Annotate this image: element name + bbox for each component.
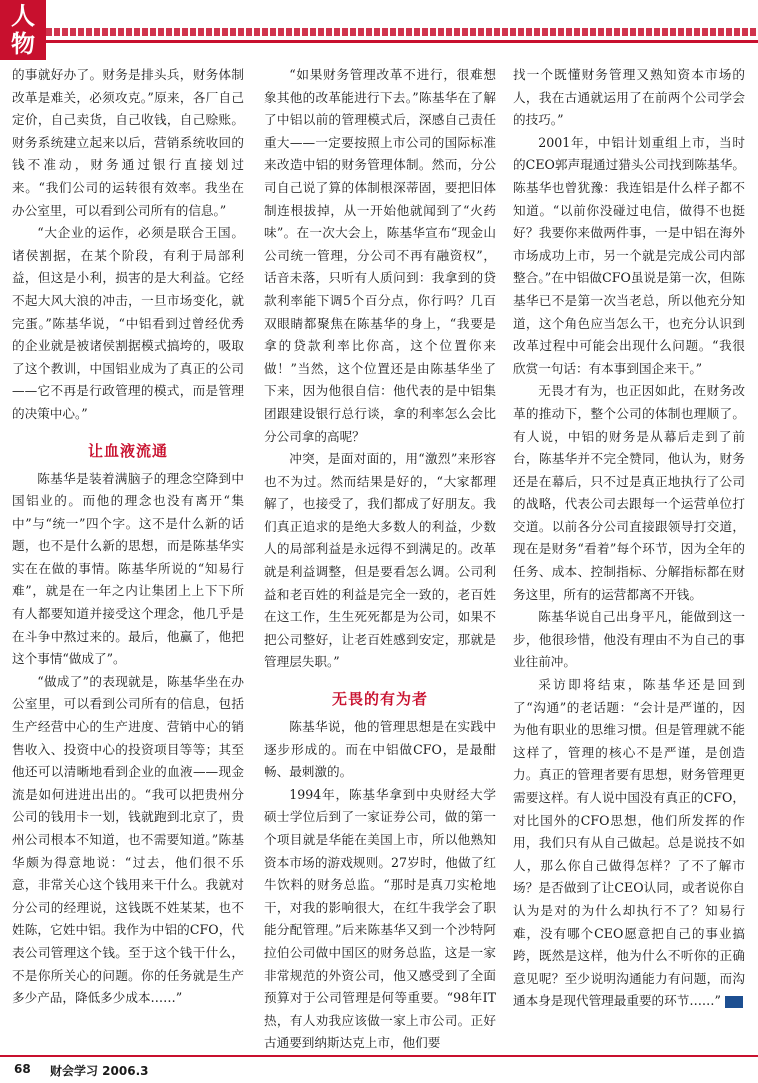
paragraph: “如果财务管理改革不进行，很难想象其他的改革能进行下去。”陈基华在了解了中铝以前的管理模式后，深感自己责任重大——一定要按照上市公司的国际标准来改造中铝的财务管理体制。然而，分公司自己说了算的体制根深蒂固，要把旧体制连根拔掉，从一开始他就闻到了“火药味”。在一次大会上，陈基华宣布“现金山公司统一管理，分公司不再有融资权”，话音未落，只听有人质问到：我拿到的贷款利率能下调5个百分点，你行吗？几百双眼睛都聚焦在陈基华的身上，“我要是拿的贷款利率比你高，这个位置你来做！”当然，这个位置还是由陈基华坐了下来，因为他很自信：他代表的是中铝集团跟建设银行总行谈，拿的利率怎么会比分公司拿的高呢？	[264, 67, 496, 444]
paragraph	[513, 674, 745, 1013]
paragraph: 2001年，中铝计划重组上市，当时的CEO郭声琨通过猎头公司找到陈基华。陈基华也曾犹豫：我连铝是什么样子都不知道。“以前你没碰过电信，做得不也挺好？我要你来做两件事，一是中铝在海外市场成功上市，另一个就是完成公司内部整合。”在中铝做CFO虽说是第一次，但陈基华已不是第一次当老总，所以他充分知道，这个角色应当怎么干，也充分认识到改革过程中可能会出现什么问题。“我很欣赏一句话：有本事到国企来干。”	[513, 134, 745, 376]
paragraph: 陈基华说自己出身平凡，能做到这一步，他很珍惜，他没有理由不为自己的事业往前冲。	[513, 609, 745, 670]
paragraph: 找一个既懂财务管理又熟知资本市场的人，我在古通就运用了在前两个公司学会的技巧。”	[513, 67, 745, 128]
section-heading: 让血液流通	[87, 441, 168, 460]
text-column-1	[12, 64, 244, 1010]
text-column-2	[264, 64, 496, 1055]
magazine-issue: 财会学习 2006.3	[50, 1064, 149, 1078]
section-tag: 人物	[0, 0, 46, 60]
page-header	[0, 0, 758, 62]
footer-rule	[0, 1055, 758, 1057]
paragraph: 冲突，是面对面的，用“激烈”来形容也不为过。然而结果是好的，“大家都理解了，也接受了，我们都成了好朋友。我们真正追求的是绝大多数人的利益，少数人的局部利益是永远得不到满足的。改革就是利益调整，但是要看怎么调。公司利益和老百姓的利益是完全一致的，老百姓在这工作，生生死死都是为公司，如果不把公司整好，让老百姓感到安定，那就是管理层失职。”	[264, 451, 496, 670]
end-mark-logo	[725, 996, 743, 1008]
paragraph: 陈基华说，他的管理思想是在实践中逐步形成的。而在中铝做CFO，是最酣畅、最刺激的。	[264, 719, 496, 780]
paragraph: “做成了”的表现就是，陈基华坐在办公室里，可以看到公司所有的信息，包括生产经营中心的生产进度、营销中心的销售收入、投资中心的投资项目等等；其至他还可以清晰地看到企业的血液——现金流是如何进进出出的。“我可以把贵州分公司的钱用卡一划，钱就跑到北京了，贵州公司根本不知道，也不需要知道。”陈基华颇为得意地说：“过去，他们很不乐意，非常关心这个钱用来干什么。我就对分公司的经理说，这钱既不姓某某，也不姓陈，它姓中铝。我作为中铝的CFO，代表公司管理这个钱。至于这个钱干什么，不是你所关心的问题。你的任务就是生产多少产品，降低多少成本……”	[12, 673, 244, 1006]
paragraph: 无畏才有为，也正因如此，在财务改革的推动下，整个公司的体制也理顺了。有人说，中铝的财务是从幕后走到了前台，陈基华并不完全赞同，他认为，财务还是在幕后，只不过是真正地执行了公司的战略，代表公司去跟每一个运营单位打交道。以前各分公司直接跟领导打交道，现在是财务“看着”每个环节，因为全年的任务、成本、控制指标、分解指标都在财务这里，所有的运营都离不开钱。	[513, 383, 745, 602]
header-pattern-band	[46, 28, 758, 36]
page-footer	[0, 1055, 758, 1083]
paragraph: 1994年，陈基华拿到中央财经大学硕士学位后到了一家证券公司，做的第一个项目就是华能在美国上市，所以他熟知资本市场的游戏规则。27岁时，他做了红牛饮料的财务总监。“那时是真刀实枪地干，对我的影响很大，在红牛我学会了职能分配管理。”后来陈基华又到一个沙特阿拉伯公司做中国区的财务总监，这是一家非常规范的外资公司，他又感受到了全面预算对于公司管理是何等重要。“98年IT热，有人劝我应该做一家上市公司。正好古通要到纳斯达克上市，他们要	[264, 786, 496, 1051]
paragraph-text: 采访即将结束，陈基华还是回到了“沟通”的老话题：“会计是严谨的，因为他有职业的思维习惯。但是管理就不能这样了，管理的核心不是严谨，是创造力。真正的管理者要有思想，财务管理更需要这样。有人说中国没有真正的CFO，对比国外的CFO思想，他们所发挥的作用，我们只有从自己做起。总是说技不如人，那么你自己做得怎样？了不了解市场？是否做到了让CEO认同，或者说你自认为是对的为什么却执行不了？知易行难，没有哪个CEO愿意把自己的事业搞跨，既然是这样，他为什么不听你的正确意见呢？至少说明沟通能力有问题，而沟通本身是现代管理最重要的环节……”	[513, 677, 745, 1009]
paragraph: “大企业的运作，必须是联合王国。诸侯割据，在某个阶段，有利于局部利益，但这是小利，损害的是大利益。它经不起大风大浪的冲击，一旦市场变化，就完蛋。”陈基华说，“中铝看到过曾经优秀的企业就是被诸侯割据模式搞垮的，吸取了这个教训，中国铝业成为了真正的公司——它不再是行政管理的模式，而是管理的决策中心。”	[12, 225, 244, 421]
header-rule	[46, 40, 758, 43]
paragraph: 的事就好办了。财务是排头兵，财务体制改革是难关，必须攻克。”原来，各厂自己定价，自己卖货，自己收钱，自己赊账。财务系统建立起来以后，营销系统收回的钱不准动，财务通过银行直接划过来。“我们公司的运转很有效率。我坐在办公室里，可以看到公司所有的信息。”	[12, 67, 244, 218]
text-column-3	[513, 64, 745, 1013]
page-number: 68	[14, 1062, 31, 1076]
section-heading: 无畏的有为者	[331, 690, 428, 709]
paragraph: 陈基华是装着满脑子的理念空降到中国铝业的。而他的理念也没有离开“集中”与“统一”四个字。这不是什么新的话题，也不是什么新的思想，而是陈基华实实在在做的事情。陈基华所说的“知易行难”，就是在一年之内让集团上上下下所有人都要知道并接受这个理念，他几乎是在斗争中熬过来的。最后，他赢了，他把这个事情“做成了”。	[12, 470, 244, 667]
